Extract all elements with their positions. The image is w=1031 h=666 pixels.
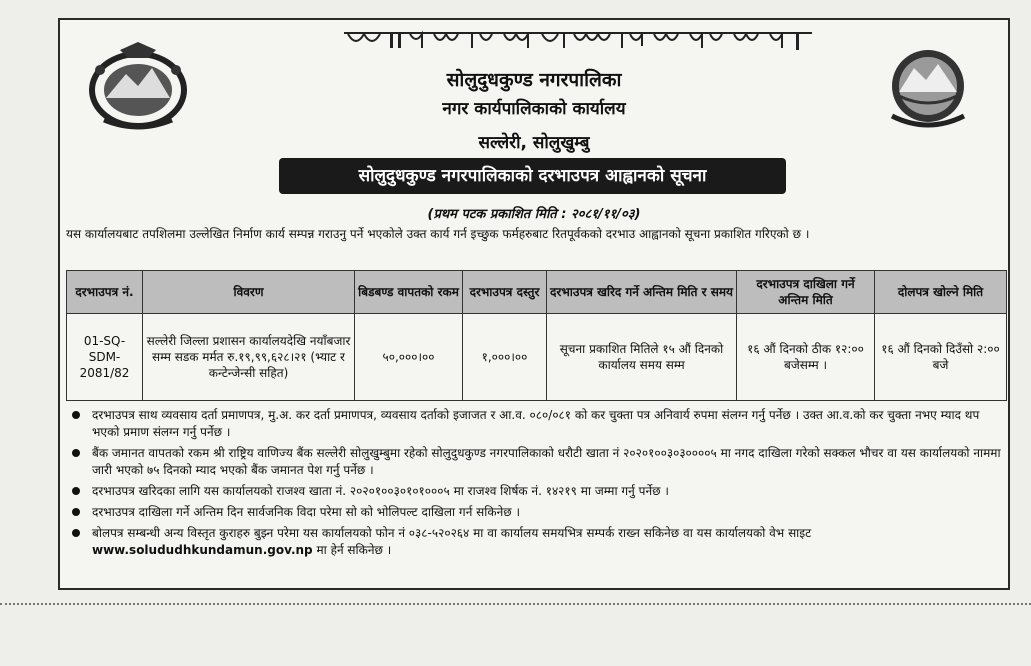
bullet-icon [72, 529, 80, 537]
bullet-icon [72, 411, 80, 419]
conditions-list [66, 407, 1006, 563]
column-header: दरभाउपत्र खरिद गर्ने अन्तिम मिति र समय [547, 271, 737, 314]
page-edge-divider [0, 603, 1031, 609]
intro-paragraph: यस कार्यालयबाट तपशिलमा उल्लेखित निर्माण कार्य सम्पन्न गराउनु पर्ने भएकोले उक्त कार्य गर्न इच्छुक फर्महरुबाट रितपूर्वकको दरभाउ आह्वानको सूचना प्रकाशित गरिएको छ । [66, 227, 810, 241]
column-header: बिडबण्ड वापतको रकम [355, 271, 463, 314]
list-item-text: बैंक जमानत वापतको रकम श्री राष्ट्रिय वाणिज्य बैंक सल्लेरी सोलुखुम्बुमा रहेको सोलुदुधकुण्ड नगरपालिकाको धरौटी खाता नं २०२०१००३०३००००५ मा नगद दाखिला गरेको सक्कल भौचर वा यस कार्यालयको नाममा जारी भएको ७५ दिनको म्याद भएको बैंक जमानत पेश गर्नु पर्नेछ । [92, 446, 1001, 477]
cell-tender-number: 01-SQ-SDM-2081/82 [67, 314, 143, 401]
list-item [66, 445, 1006, 479]
office-name: नगर कार्यपालिकाको कार्यालय [442, 99, 626, 119]
contact-text: बोलपत्र सम्बन्धी अन्य विस्तृत कुराहरु बुझ्न परेमा यस कार्यालयको फोन नं ०३८-५२०२६४ मा वा कार्यालय समयभित्र सम्पर्क राख्न सकिनेछ वा यस कार्यालयको वेभ साइट [92, 526, 812, 540]
cell-purchase-deadline: सूचना प्रकाशित मितिले १५ औं दिनको कार्यालय समय सम्म [547, 314, 737, 401]
bullet-icon [72, 487, 80, 495]
bullet-icon [72, 449, 80, 457]
table-row [67, 314, 1007, 401]
tibetan-script-header [338, 28, 818, 54]
column-header: दरभाउपत्र नं. [67, 271, 143, 314]
cell-fee: १,०००।०० [463, 314, 547, 401]
table-header-row [67, 271, 1007, 314]
publish-date: (प्रथम पटक प्रकाशित मिति : २०८१/११/०३) [427, 207, 641, 222]
list-item-text: दरभाउपत्र साथ व्यवसाय दर्ता प्रमाणपत्र, मु.अ. कर दर्ता प्रमाणपत्र, व्यवसाय दर्ताको इजाजत र आ.व. ०८०/०८१ को कर चुक्ता पत्र अनिवार्य रुपमा संलग्न गर्नु पर्नेछ । उक्त आ.व.को कर चुक्ता नभए म्याद थप भएको प्रमाण संलग्न गर्नु पर्नेछ । [92, 408, 980, 439]
list-item-text: दरभाउपत्र दाखिला गर्ने अन्तिम दिन सार्वजनिक विदा परेमा सो को भोलिपल्ट दाखिला गर्न सकिनेछ । [92, 505, 521, 519]
bullet-icon [72, 508, 80, 516]
list-item [66, 525, 1006, 559]
cell-bid-bond: ५०,०००।०० [355, 314, 463, 401]
notice-title-banner: सोलुदुधकुण्ड नगरपालिकाको दरभाउपत्र आह्वानको सूचना [281, 160, 784, 192]
list-item [66, 483, 1006, 500]
column-header: दोलपत्र खोल्ने मिति [875, 271, 1007, 314]
column-header: विवरण [143, 271, 355, 314]
list-item [66, 407, 1006, 441]
bid-details-table [66, 270, 1007, 401]
list-item-text: दरभाउपत्र खरिदका लागि यस कार्यालयको राजश्व खाता नं. २०२०१००३०१०१०००५ मा राजश्व शिर्षक नं. १४२१९ मा जम्मा गर्नु पर्नेछ । [92, 484, 669, 498]
column-header: दरभाउपत्र दाखिला गर्ने अन्तिम मिति [737, 271, 875, 314]
municipality-name: सोलुदुधकुण्ड नगरपालिका [446, 69, 622, 91]
cell-opening-date: १६ औं दिनको दिउँसो २:०० बजे [875, 314, 1007, 401]
website-link[interactable]: www.solududhkundamun.gov.np [92, 543, 313, 557]
office-location: सल्लेरी, सोलुखुम्बु [478, 133, 590, 153]
cell-submission-deadline: १६ औं दिनको ठीक १२:०० बजेसम्म । [737, 314, 875, 401]
contact-text-end: मा हेर्न सकिनेछ । [316, 543, 392, 557]
column-header: दरभाउपत्र दस्तुर [463, 271, 547, 314]
tender-notice [58, 18, 1010, 590]
list-item [66, 504, 1006, 521]
cell-description: सल्लेरी जिल्ला प्रशासन कार्यालयदेखि नयाँबजार सम्म सडक मर्मत रु.१९,९९,६२८।२१ (भ्याट र कन्टेन्जेन्सी सहित) [143, 314, 355, 401]
